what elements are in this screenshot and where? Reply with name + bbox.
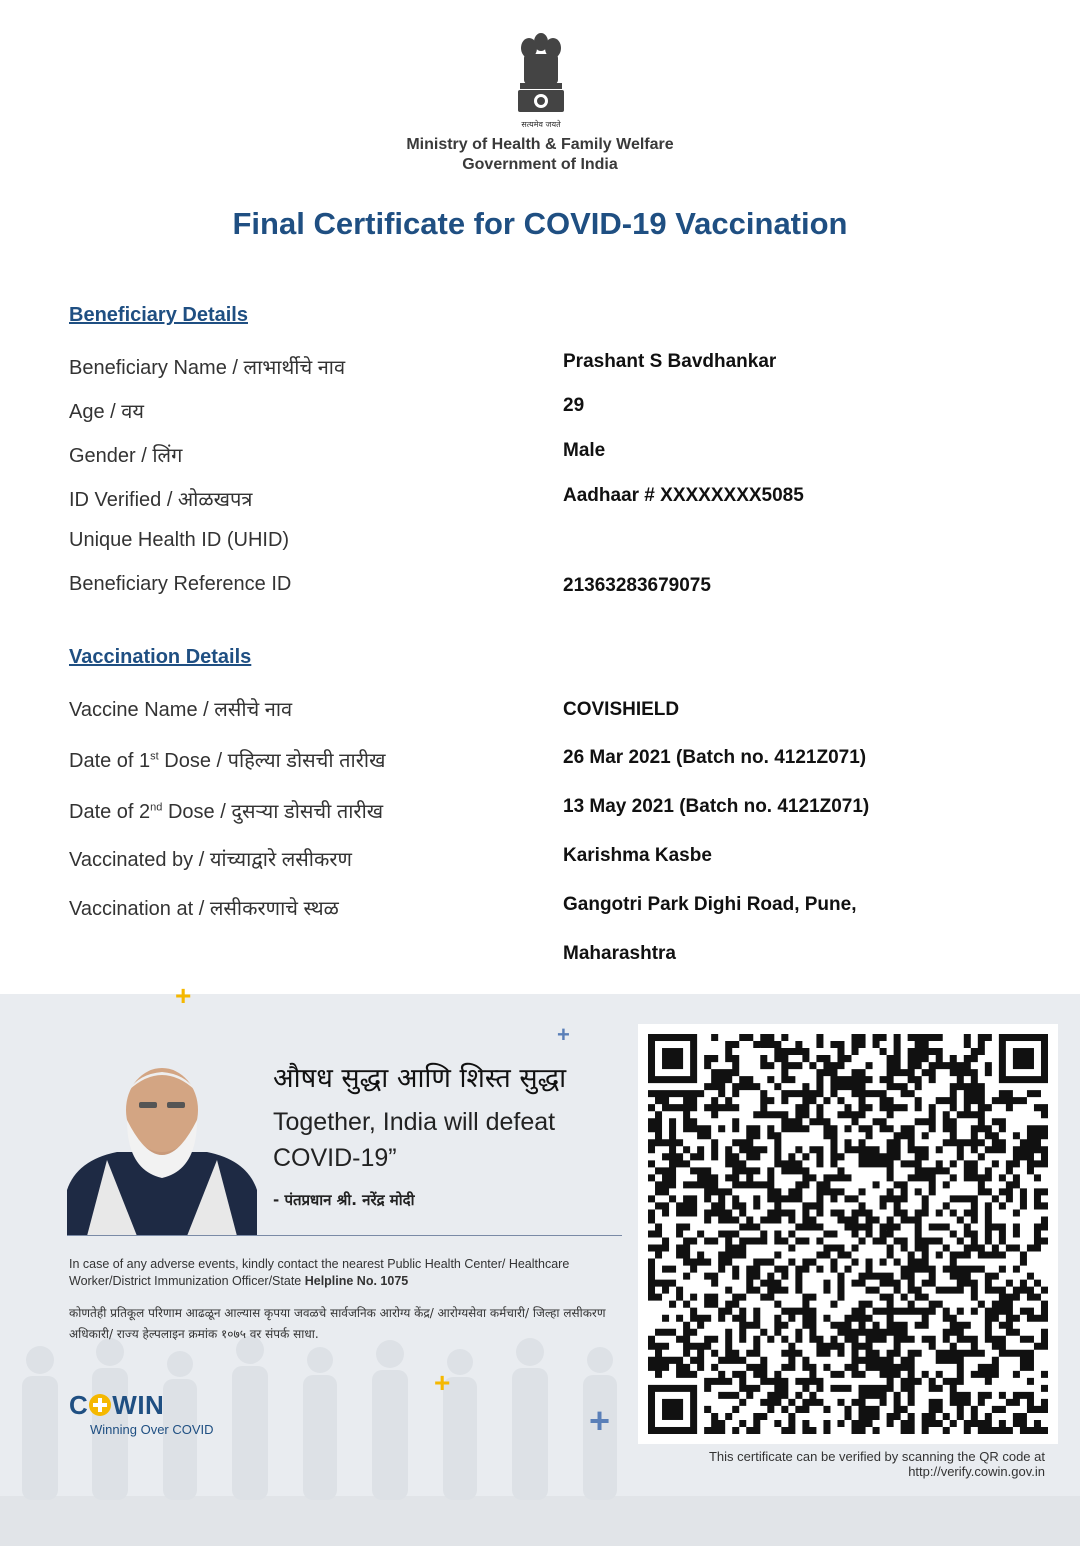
verification-note: This certificate can be verified by scanning the QR code at http://verify.cowin.gov.in (708, 1449, 1045, 1479)
dose2-label: Date of 2nd Dose / दुसऱ्या डोसची तारीख (69, 801, 384, 823)
quote-attribution: - पंतप्रधान श्री. नरेंद्र मोदी (273, 1191, 415, 1209)
dose1-value: 26 Mar 2021 (Batch no. 4121Z071) (563, 747, 867, 768)
qr-code-card (638, 1024, 1058, 1444)
plus-icon: + (589, 1400, 611, 1441)
vaccination-details-heading: Vaccination Details (69, 646, 252, 668)
plus-icon: + (557, 1022, 570, 1047)
vaccination-at-value-line1: Gangotri Park Dighi Road, Pune, (563, 894, 857, 915)
qr-code-icon (648, 1034, 1048, 1434)
gender-value: Male (563, 440, 606, 461)
reference-id-value: 21363283679075 (563, 575, 711, 596)
beneficiary-name-label: Beneficiary Name / लाभार्थीचे नाव (69, 357, 346, 379)
adverse-events-english: In case of any adverse events, kindly contact the nearest Public Health Center/ Healthcare Worker/District Immunization Officer/State Helpline No. 1075 (69, 1257, 570, 1288)
vaccinated-by-label: Vaccinated by / यांच्याद्वारे लसीकरण (69, 849, 352, 871)
reference-id-label: Beneficiary Reference ID (69, 573, 292, 595)
emblem-motto: सत्यमेव जयते (521, 120, 561, 129)
quote-hindi: औषध सुद्धा आणि शिस्त सुद्धा (273, 1063, 567, 1094)
adverse-events-marathi: कोणतेही प्रतिकूल परिणाम आढळून आल्यास कृपया जवळचे सार्वजनिक आरोग्य केंद्र/ आरोग्यसेवा कर्मचारी/ जिल्हा लसीकरण अधिकारी/ राज्य हेल्पलाइन क्रमांक १०७५ वर संपर्क साधा. (69, 1306, 606, 1341)
vaccine-name-label: Vaccine Name / लसीचे नाव (69, 699, 293, 721)
beneficiary-details-heading: Beneficiary Details (69, 304, 248, 326)
dose1-label: Date of 1st Dose / पहिल्या डोसची तारीख (69, 750, 386, 772)
age-value: 29 (563, 395, 585, 416)
vaccinated-by-value: Karishma Kasbe (563, 845, 712, 866)
national-emblem-icon (510, 28, 572, 132)
plus-icon (89, 1394, 111, 1416)
beneficiary-name-value: Prashant S Bavdhankar (563, 351, 777, 372)
plus-icon: + (175, 980, 192, 1011)
age-label: Age / वय (69, 401, 144, 423)
plus-icon: + (434, 1367, 451, 1398)
cowin-tagline: Winning Over COVID (90, 1422, 214, 1437)
id-verified-label: ID Verified / ओळखपत्र (69, 489, 253, 511)
ministry-name: Ministry of Health & Family Welfare (406, 136, 674, 153)
vaccination-at-value-line2: Maharashtra (563, 943, 676, 964)
footer-divider (67, 1235, 622, 1236)
cowin-logo-icon: C WIN (69, 1390, 165, 1420)
footer-strip (0, 1496, 1080, 1546)
gender-label: Gender / लिंग (69, 445, 183, 467)
dose2-value: 13 May 2021 (Batch no. 4121Z071) (563, 796, 870, 817)
id-verified-value: Aadhaar # XXXXXXXX5085 (563, 485, 804, 506)
helpline-number: Helpline No. 1075 (304, 1274, 409, 1288)
prime-minister-photo (67, 1060, 257, 1236)
quote-english: Together, India will defeat COVID-19” (273, 1108, 556, 1172)
uhid-label: Unique Health ID (UHID) (69, 529, 290, 551)
government-name: Government of India (462, 156, 618, 173)
vaccine-name-value: COVISHIELD (563, 699, 680, 720)
certificate-title: Final Certificate for COVID-19 Vaccination (232, 206, 848, 241)
vaccination-at-label: Vaccination at / लसीकरणाचे स्थळ (69, 898, 339, 920)
